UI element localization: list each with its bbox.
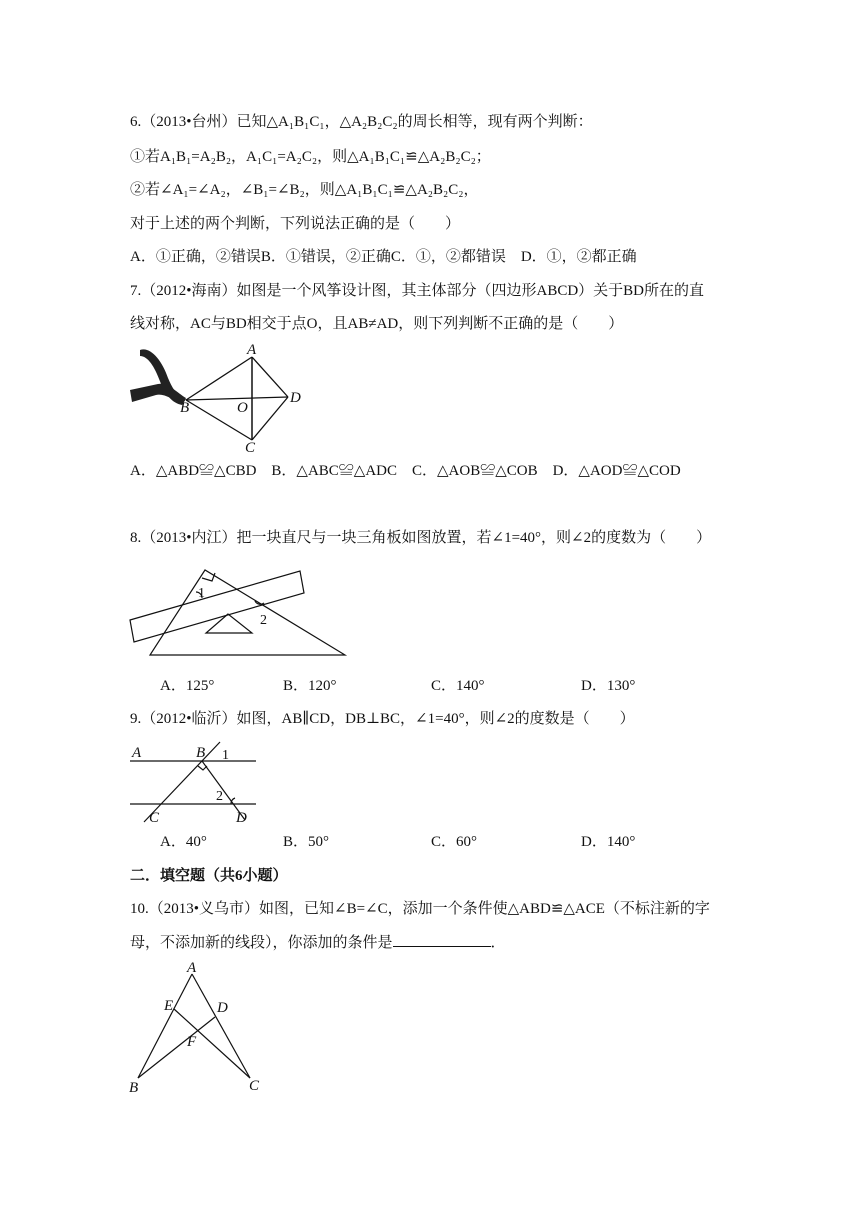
q9-option-a: A．40°	[160, 834, 207, 850]
q9-angle-1-label: 1	[222, 748, 229, 763]
q9-label-D: D	[236, 810, 247, 826]
q7-options: A．△ABD≌△CBD B．△ABC≌△ADC C．△AOB≌△COB D．△AOD≌△COD	[130, 463, 681, 479]
kite-outline	[186, 357, 288, 440]
q8-option-a: A．125°	[160, 678, 215, 694]
q9-label-B: B	[196, 745, 206, 761]
q8-ruler-triangle-figure	[128, 562, 348, 662]
q10-label-F: F	[187, 1034, 197, 1050]
q10-triangle-figure	[126, 960, 266, 1095]
section-2-heading: 二．填空题（共6小题）	[130, 868, 288, 884]
q9-angle-2-label: 2	[216, 789, 223, 804]
q8-angle-2-label: 2	[260, 613, 267, 628]
triangle-ruler-outer	[150, 570, 345, 655]
q10-label-E: E	[164, 998, 174, 1014]
q6-judgement-1: ①若A₁B₁=A₂B₂，A₁C₁=A₂C₂，则△A₁B₁C₁≌△A₂B₂C₂；	[130, 149, 491, 165]
q9-option-b: B．50°	[283, 834, 330, 850]
q6-stem-line1: 6.（2013•台州）已知△A₁B₁C₁，△A₂B₂C₂的周长相等，现有两个判断：	[130, 114, 593, 130]
q10-label-A: A	[187, 960, 197, 976]
q7-kite-figure	[128, 340, 318, 455]
triangle-ruler-inner	[206, 614, 252, 633]
kite-tail-ribbon-lower	[130, 384, 186, 403]
q9-label-C: C	[149, 810, 160, 826]
q10-answer-blank[interactable]	[393, 932, 491, 947]
q7-label-C: C	[245, 440, 256, 456]
q7-stem-line1: 7.（2012•海南）如图是一个风筝设计图，其主体部分（四边形ABCD）关于BD所在的直	[130, 283, 705, 299]
q10-line2-end: ．	[490, 935, 506, 951]
perpendicular-mark	[198, 766, 207, 770]
q10-stem-line1: 10.（2013•义乌市）如图，已知∠B=∠C，添加一个条件使△ABD≌△ACE（不标注新的字	[130, 901, 710, 917]
q7-label-O: O	[237, 400, 248, 416]
q9-parallel-lines-figure	[128, 738, 268, 824]
q9-label-A: A	[132, 745, 142, 761]
q8-option-c: C．140°	[431, 678, 485, 694]
q6-stem-line4: 对于上述的两个判断，下列说法正确的是（ ）	[130, 216, 461, 232]
q8-option-d: D．130°	[581, 678, 636, 694]
q7-label-A: A	[247, 342, 257, 358]
q6-judgement-2: ②若∠A₁=∠A₂，∠B₁=∠B₂，则△A₁B₁C₁≌△A₂B₂C₂，	[130, 182, 479, 198]
q8-angle-1-label: 1	[198, 586, 205, 601]
q6-options: A．①正确，②错误B．①错误，②正确C．①，②都错误 D．①，②都正确	[130, 249, 637, 265]
straight-ruler	[130, 571, 304, 642]
q8-option-b: B．120°	[283, 678, 337, 694]
q10-label-B: B	[129, 1080, 139, 1096]
q9-option-c: C．60°	[431, 834, 478, 850]
q10-label-C: C	[249, 1078, 260, 1094]
q8-stem: 8.（2013•内江）把一块直尺与一块三角板如图放置，若∠1=40°，则∠2的度数为（ ）	[130, 530, 712, 546]
q10-line2-text: 母，不添加新的线段），你添加的条件是	[130, 935, 393, 951]
q9-option-d: D．140°	[581, 834, 636, 850]
q7-label-B: B	[180, 400, 190, 416]
q7-stem-line2: 线对称，AC与BD相交于点O，且AB≠AD，则下列判断不正确的是（ ）	[130, 316, 624, 332]
q7-label-D: D	[290, 390, 301, 406]
q10-label-D: D	[217, 1000, 228, 1016]
q10-stem-line2	[130, 932, 506, 954]
q9-stem: 9.（2012•临沂）如图，AB∥CD，DB⊥BC，∠1=40°，则∠2的度数是（ ）	[130, 711, 635, 727]
